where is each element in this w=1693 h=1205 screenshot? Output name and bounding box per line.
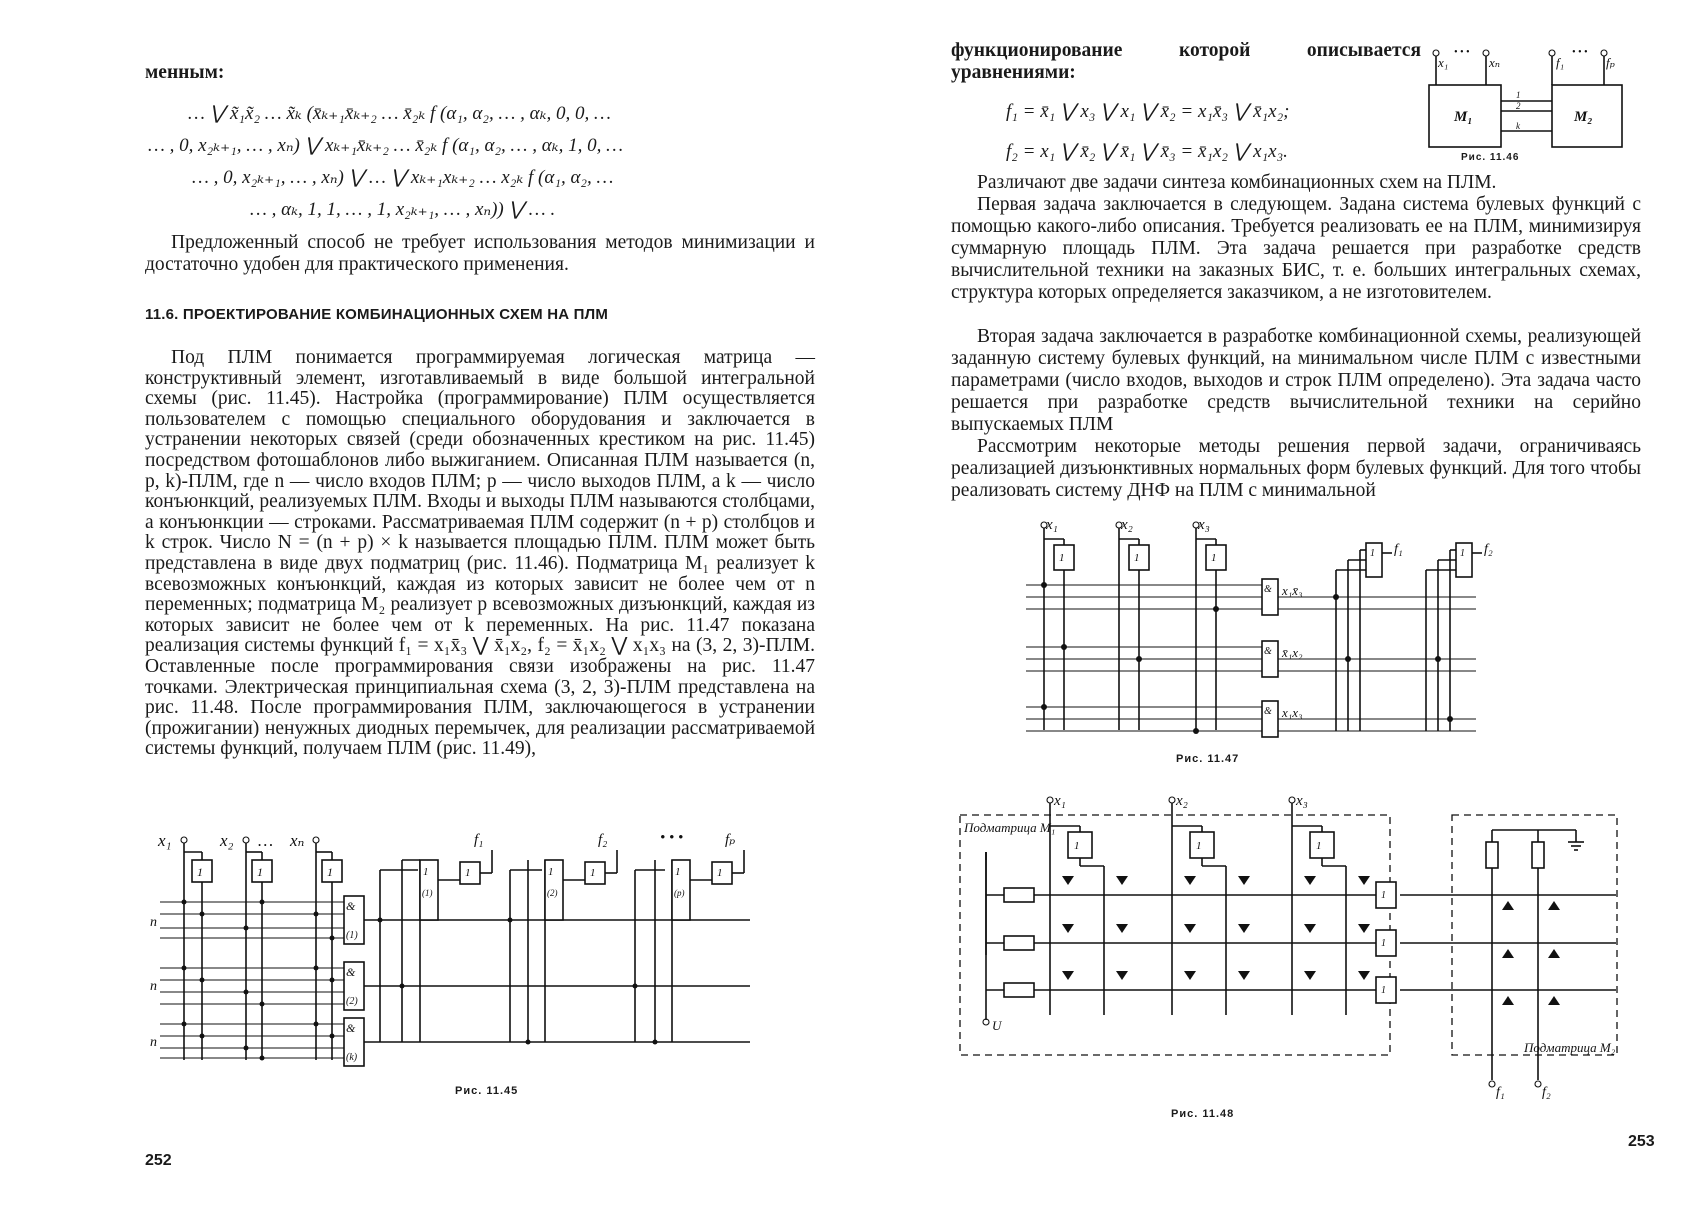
fig46-line-k: k — [1516, 121, 1520, 131]
figure-11-47 — [1026, 515, 1493, 745]
fig47-not-3: 1 — [1211, 552, 1217, 564]
section-heading: 11.6. ПРОЕКТИРОВАНИЕ КОМБИНАЦИОННЫХ СХЕМ НА ПЛМ — [145, 306, 609, 323]
paragraph-6: Рассмотрим некоторые методы решения первой задачи, ограничиваясь реализацией дизъюнктивных нормальных форм булевых функций. Для того чтобы реализовать систему ДНФ на ПЛМ с минимальной — [951, 436, 1641, 501]
fig45-row-label-1: n — [150, 915, 157, 930]
fig48-not-3: 1 — [1316, 840, 1322, 852]
fig48-caption: Рис. 11.48 — [1171, 1108, 1235, 1120]
fig48-supply: U — [992, 1018, 1002, 1033]
formula-line-3: … , 0, x₂ₖ₊₁, … , xₙ) ⋁ … ⋁ xₖ₊₁xₖ₊₂ … x₂ₖ f (α₁, α₂, … — [192, 167, 614, 188]
figure-11-46 — [1426, 45, 1666, 165]
fig47-output-f2: f₂ — [1484, 542, 1493, 557]
fig47-input-x2: x₂ — [1121, 517, 1133, 533]
paragraph-top: функционирование которой описывается уравнениями: — [951, 40, 1421, 83]
fig45-output-ellipsis: • • • — [660, 830, 684, 846]
fig45-or-3: 1 — [675, 866, 681, 878]
fig47-and-1: & — [1264, 584, 1272, 595]
fig45-output-f1: f₁ — [474, 832, 484, 848]
fig45-or-tag-3: (p) — [674, 888, 685, 898]
fig48-buf-3: 1 — [1381, 985, 1386, 996]
fig46-line-1: 1 — [1516, 90, 1521, 100]
paragraph-3: Различают две задачи синтеза комбинационных схем на ПЛМ. — [977, 172, 1497, 193]
fig48-input-x3: x₃ — [1296, 793, 1308, 809]
fig48-input-x2: x₂ — [1176, 793, 1188, 809]
fig45-input-xn: xₙ — [290, 831, 305, 850]
fig48-buf-1: 1 — [1381, 890, 1386, 901]
formula-line-2: … , 0, x₂ₖ₊₁, … , xₙ) ⋁ xₖ₊₁x̄ₖ₊₂ … x̄₂ₖ f (α₁, α₂, … , αₖ, 1, 0, … — [148, 135, 623, 156]
fig46-line-2: 2 — [1516, 101, 1521, 111]
fig47-and-3: & — [1264, 706, 1272, 717]
equation-1: f₁ = x̄₁ ⋁ x₃ ⋁ x₁ ⋁ x̄₂ = x₁x̄₃ ⋁ x̄₁x₂; — [1006, 101, 1290, 122]
left-page — [0, 0, 846, 1205]
fig47-and-2: & — [1264, 646, 1272, 657]
fig45-and-3: & — [346, 1021, 356, 1035]
fig45-row-label-3: n — [150, 1035, 157, 1050]
fig46-output-f1: f₁ — [1556, 55, 1565, 70]
figure-11-48 — [956, 790, 1636, 1100]
fig45-or-tag-1: (1) — [422, 888, 433, 898]
fig47-term-3: x₁x₃ — [1282, 705, 1303, 720]
fig45-not-1: 1 — [197, 865, 203, 879]
fig48-label-m2: Подматрица M₂ — [1524, 1040, 1616, 1055]
fig47-or-2: 1 — [1460, 548, 1465, 559]
fig45-row-tag-3: (k) — [346, 1052, 358, 1063]
fig45-input-x1: x₁ — [158, 831, 172, 850]
fig45-output-fp: fₚ — [725, 832, 736, 848]
fig45-not-3: 1 — [327, 865, 333, 879]
paragraph-2: Под ПЛМ понимается программируемая логическая матрица — конструктивный элемент, изготавливаемый в виде большой интегральной схемы (рис. 11.45). Настройка (программирование) ПЛМ осуществляется пользователем с помощью специального оборудования и заключается в устранении некоторых связей (среди обозначенных крестиком на рис. 11.45) посредством фотошаблонов либо выжиганием. Описанная ПЛМ называется (n, p, k)-ПЛМ, где n — число входов ПЛМ; p — число выходов ПЛМ, а k — число конъюнкций, реализуемых ПЛМ. Входы и выходы ПЛМ называются столбцами, а конъюнкции — строками. Рассматриваемая ПЛМ содержит (n + p) столбцов и k строк. Число N = (n + p) × k называется площадью ПЛМ. ПЛМ может быть представлена в виде двух подматриц (рис. 11.46). Подматрица M₁ реализует k всевозможных конъюнкций, каждая из которых зависит не более чем от n переменных; подматрица M₂ реализует p всевозможных дизъюнкций, каждая из которых зависит не более чем от k переменных. На рис. 11.47 показана реализация системы функций f₁ = x₁x̄₃ ⋁ x̄₁x₂, f₂ = x̄₁x₂ ⋁ x₁x₃ на (3, 2, 3)-ПЛМ. Оставленные после программирования связи изображены на рис. 11.47 точками. Электрическая принципиальная схема (3, 2, 3)-ПЛМ представлена на рис. 11.48. После программирования ПЛМ, заключающегося в устранении (прожигании) ненужных диодных перемычек, для реализации рассматриваемой системы функций, получаем ПЛМ (рис. 11.49), — [145, 347, 815, 760]
paragraph-4: Первая задача заключается в следующем. Задана система булевых функций с помощью какого-либо описания. Требуется реализовать ее на ПЛМ, минимизируя суммарную площадь ПЛМ. Эта задача решается при разработке средств вычислительной техники на заказных БИС, т. е. больших интегральных схемах, структура которых определяется заказчиком, а не изготовителем. — [951, 194, 1641, 303]
fig48-label-m1: Подматрица M₁ — [964, 820, 1056, 835]
page-number-right: 253 — [1628, 1133, 1655, 1150]
fig45-and-2: & — [346, 965, 356, 979]
equation-2: f₂ = x₁ ⋁ x̄₂ ⋁ x̄₁ ⋁ x̄₃ = x̄₁x₂ ⋁ x₁x₃. — [1006, 141, 1288, 162]
fig48-input-x1: x₁ — [1054, 793, 1066, 809]
fig45-out-not-3: 1 — [717, 867, 723, 879]
fig45-input-ellipsis: … — [258, 831, 274, 850]
fig45-output-f2: f₂ — [598, 832, 608, 848]
fig47-or-1: 1 — [1370, 548, 1375, 559]
fig45-or-tag-2: (2) — [547, 888, 558, 898]
fig46-input-dots: • • • — [1454, 47, 1470, 58]
fig48-buf-2: 1 — [1381, 938, 1386, 949]
fig48-output-f1: f₁ — [1496, 1085, 1505, 1100]
fig45-input-x2: x₂ — [220, 831, 234, 850]
fig46-input-x1: x₁ — [1438, 55, 1449, 70]
right-page — [846, 0, 1693, 1205]
fig46-block-m1: M₁ — [1454, 109, 1473, 125]
fig46-block-m2: M₂ — [1574, 109, 1593, 125]
fig47-caption: Рис. 11.47 — [1176, 753, 1240, 765]
page-number-left: 252 — [145, 1152, 172, 1169]
fig48-not-2: 1 — [1196, 840, 1202, 852]
formula-line-4: … , αₖ, 1, 1, … , 1, x₂ₖ₊₁, … , xₙ)) ⋁ … . — [250, 199, 556, 220]
fig45-or-2: 1 — [548, 866, 554, 878]
fig46-caption: Рис. 11.46 — [1461, 152, 1520, 163]
fig45-row-tag-1: (1) — [346, 930, 358, 941]
fig47-not-1: 1 — [1059, 552, 1065, 564]
fig45-caption: Рис. 11.45 — [455, 1085, 519, 1097]
fig45-or-1: 1 — [423, 866, 429, 878]
fig45-row-tag-2: (2) — [346, 996, 358, 1007]
fig45-row-label-2: n — [150, 979, 157, 994]
fig48-not-1: 1 — [1074, 840, 1080, 852]
intro-word: менным: — [145, 62, 225, 83]
fig47-term-1: x₁x̄₃ — [1282, 583, 1303, 598]
fig47-term-2: x̄₁x₂ — [1282, 645, 1303, 660]
paragraph-5: Вторая задача заключается в разработке комбинационной схемы, реализующей заданную систему булевых функций, на минимальном числе ПЛМ с известными параметрами (число входов, выходов и строк ПЛМ определено). Эта задача часто решается при разработке средств вычислительной техники на серийно выпускаемых ПЛМ — [951, 326, 1641, 435]
fig47-output-f1: f₁ — [1394, 542, 1403, 557]
figure-11-45 — [150, 830, 830, 1080]
fig45-and-1: & — [346, 899, 356, 913]
fig47-input-x3: x₃ — [1198, 517, 1210, 533]
paragraph-1: Предложенный способ не требует использования методов минимизации и достаточно удобен для практического применения. — [145, 232, 815, 275]
fig46-input-xn: xₙ — [1489, 55, 1501, 70]
fig48-output-f2: f₂ — [1542, 1085, 1551, 1100]
fig46-output-fp: fₚ — [1606, 55, 1615, 70]
fig47-input-x1: x₁ — [1046, 517, 1058, 533]
fig47-not-2: 1 — [1134, 552, 1140, 564]
fig46-output-dots: • • • — [1572, 47, 1588, 58]
fig45-out-not-1: 1 — [465, 867, 471, 879]
fig45-not-2: 1 — [257, 865, 263, 879]
fig45-out-not-2: 1 — [590, 867, 596, 879]
formula-line-1: … ⋁ x̃₁x̃₂ … x̃ₖ (x̄ₖ₊₁x̄ₖ₊₂ … x̄₂ₖ f (α₁, α₂, … , αₖ, 0, 0, … — [188, 103, 611, 124]
